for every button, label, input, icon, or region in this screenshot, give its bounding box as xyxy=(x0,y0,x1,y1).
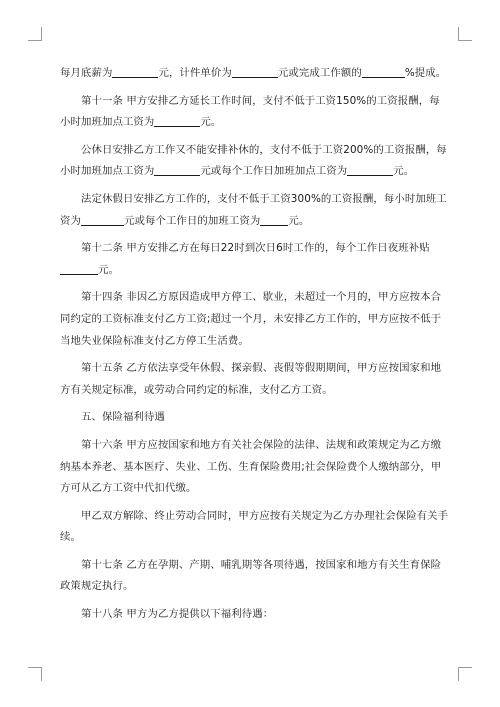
paragraph-termination-insurance: 甲乙双方解除、终止劳动合同时，甲方应按有关规定为乙方办理社会保险有关手续。 xyxy=(60,509,449,544)
paragraph-holiday-overtime xyxy=(60,189,450,232)
text: 元或每个工作日加班加点工资为 xyxy=(200,165,348,178)
paragraph-article-16: 第十六条 甲方应按国家和地方有关社会保险的法律、法规和政策规定为乙方缴纳基本养老、基本医疗、失业、工伤、生育保险费用;社会保险费个人缴纳部分，甲方可从乙方工资中代扣代缴。 xyxy=(60,438,442,495)
blank-field xyxy=(260,213,288,226)
paragraph-article-17: 第十七条 乙方在孕期、产期、哺乳期等各项待遇，按国家和地方有关生育保险政策规定执行。 xyxy=(60,558,442,593)
text: 第十二条 甲方安排乙方在每日22时到次日6时工作的，每个工作日夜班补贴 xyxy=(81,242,430,255)
crop-mark-bottom-right xyxy=(458,667,472,681)
text: 元。 xyxy=(288,214,310,227)
blank-field xyxy=(60,262,98,275)
paragraph-article-14: 第十四条 非因乙方原因造成甲方停工、歇业，未超过一个月的，甲方应按本合同约定的工资标准支付乙方工资;超过一个月，未安排乙方工作的，甲方应按不低于当地失业保险标准支付乙方停工生活费。 xyxy=(60,291,442,347)
paragraph-base-salary xyxy=(60,63,450,85)
blank-field xyxy=(362,65,405,78)
paragraph-article-15: 第十五条 乙方依法享受年休假、探亲假、丧假等假期期间，甲方应按国家和地方有关规定标准，或劳动合同约定的标准，支付乙方工资。 xyxy=(60,362,442,396)
paragraph-article-18: 第十八条 甲方为乙方提供以下福利待遇： xyxy=(81,608,274,621)
crop-mark-top-left xyxy=(28,27,42,41)
crop-mark-bottom-left xyxy=(28,667,42,681)
text: 元。 xyxy=(200,116,222,129)
crop-mark-top-right xyxy=(458,27,472,41)
blank-field xyxy=(81,213,124,226)
text: 元或完成工作额的 xyxy=(277,67,362,79)
paragraph-rest-day-overtime xyxy=(60,140,450,183)
text: 第十一条 甲方安排乙方延长工作时间，支付不低于工资150%的工资报酬，每小时加班加点工资为 xyxy=(60,94,440,129)
text: 元。 xyxy=(393,165,415,178)
text: 元或每个工作日的加班工资为 xyxy=(123,214,261,227)
text: 法定休假日安排乙方工作的，支付不低于工资300%的工资报酬，每小时加班工资为 xyxy=(60,192,447,227)
blank-field xyxy=(232,65,278,78)
document-body xyxy=(60,63,450,632)
section-heading-insurance: 五、保险福利待遇 xyxy=(81,411,165,424)
text: %提成。 xyxy=(404,67,447,79)
paragraph-article-11 xyxy=(60,91,450,134)
paragraph-article-12 xyxy=(60,238,450,281)
text: 每月底薪为 xyxy=(60,67,113,79)
text: 元。 xyxy=(98,263,119,276)
blank-field xyxy=(154,163,200,176)
blank-field xyxy=(112,65,158,78)
blank-field xyxy=(154,114,200,127)
text: 元，计件单价为 xyxy=(158,67,232,79)
blank-field xyxy=(347,163,393,176)
text: 公休日安排乙方工作又不能安排补休的，支付不低于工资200%的工资报酬，每小时加班加点工资为 xyxy=(60,143,447,178)
